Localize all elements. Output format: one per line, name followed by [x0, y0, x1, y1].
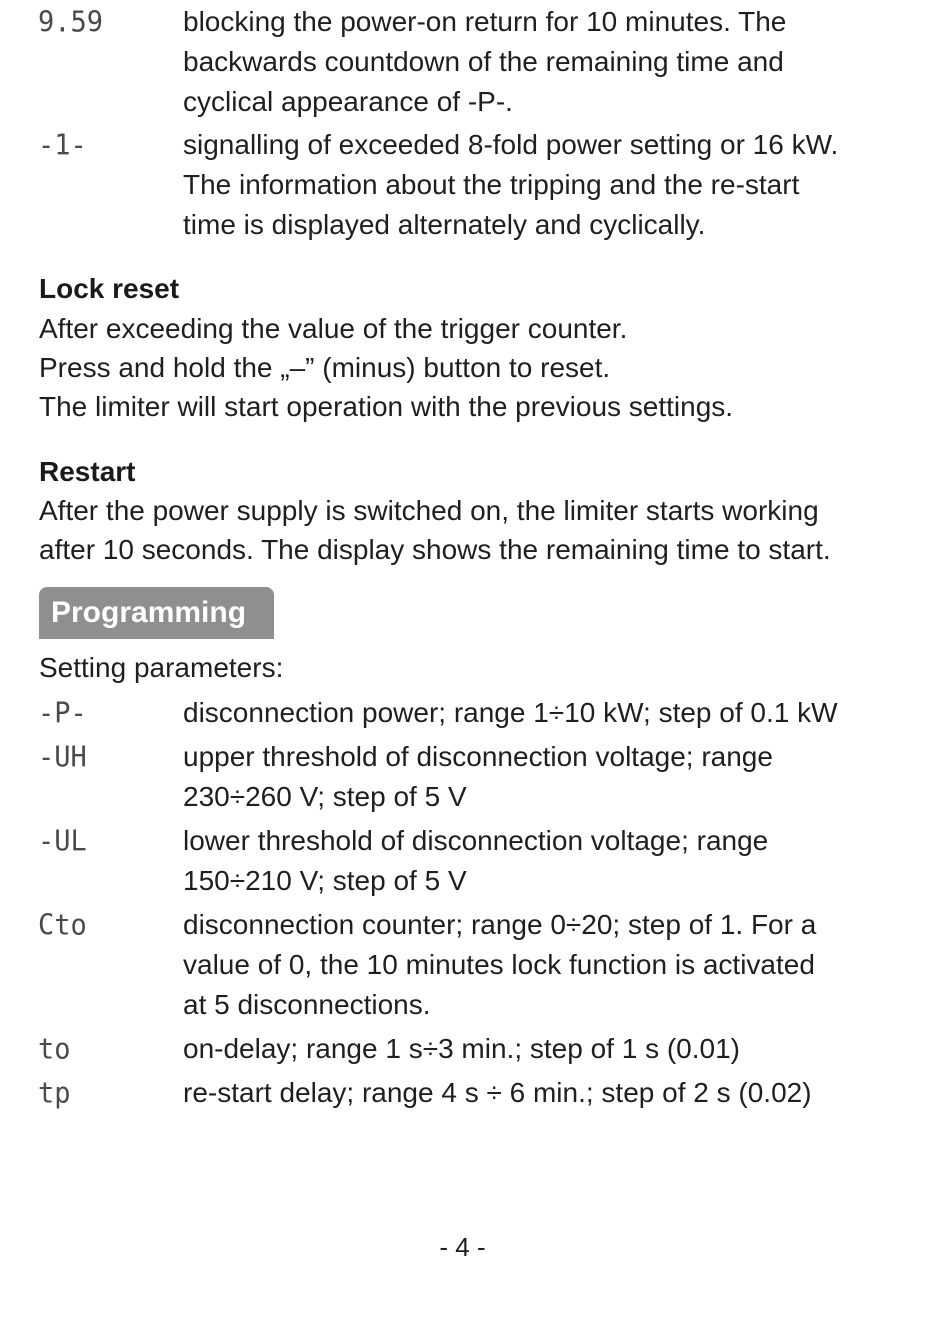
- paragraph-line: After the power supply is switched on, the limiter starts working: [39, 495, 819, 526]
- description-line: upper threshold of disconnection voltage; range: [183, 741, 773, 772]
- display-code: to: [38, 1033, 71, 1066]
- display-code-description: [183, 125, 923, 245]
- paragraph-line: after 10 seconds. The display shows the remaining time to start.: [39, 534, 831, 565]
- description-line: at 5 disconnections.: [183, 989, 431, 1020]
- display-code: -P-: [38, 697, 87, 730]
- description-line: re-start delay; range 4 s ÷ 6 min.; step of 2 s (0.02): [183, 1077, 812, 1108]
- lock-reset-heading: Lock reset: [39, 273, 180, 304]
- description-line: value of 0, the 10 minutes lock function is activated: [183, 949, 815, 980]
- display-code: Cto: [38, 909, 87, 942]
- display-code: -UL: [38, 825, 87, 858]
- description-line: lower threshold of disconnection voltage; range: [183, 825, 769, 856]
- param-description: [183, 1073, 923, 1113]
- description-line: cyclical appearance of -P-.: [183, 86, 513, 117]
- restart-text: [39, 491, 831, 569]
- param-description: [183, 693, 923, 733]
- description-line: backwards countdown of the remaining time and: [183, 46, 784, 77]
- description-line: 150÷210 V; step of 5 V: [183, 865, 467, 896]
- setting-parameters-intro: [39, 648, 283, 687]
- param-description: [183, 905, 923, 1025]
- display-code: -UH: [38, 741, 87, 774]
- description-line: disconnection power; range 1÷10 kW; step of 0.1 kW: [183, 697, 838, 728]
- display-code: 9.59: [38, 6, 104, 39]
- programming-section-badge: Programming: [39, 587, 274, 639]
- display-code: tp: [38, 1077, 71, 1110]
- param-description: [183, 1029, 923, 1069]
- description-line: The information about the tripping and the re-start: [183, 169, 800, 200]
- display-code-description: [183, 2, 923, 122]
- description-line: on-delay; range 1 s÷3 min.; step of 1 s (0.01): [183, 1033, 740, 1064]
- lock-reset-text: [39, 309, 733, 426]
- page-number: - 4 -: [439, 1232, 486, 1262]
- restart-heading: Restart: [39, 456, 136, 487]
- paragraph-line: Setting parameters:: [39, 652, 284, 683]
- description-line: disconnection counter; range 0÷20; step of 1. For a: [183, 909, 817, 940]
- description-line: time is displayed alternately and cyclically.: [183, 209, 706, 240]
- param-description: [183, 737, 923, 817]
- paragraph-line: Press and hold the „–” (minus) button to reset.: [39, 352, 611, 383]
- description-line: 230÷260 V; step of 5 V: [183, 781, 467, 812]
- description-line: signalling of exceeded 8-fold power setting or 16 kW.: [183, 129, 839, 160]
- paragraph-line: After exceeding the value of the trigger counter.: [39, 313, 628, 344]
- param-description: [183, 821, 923, 901]
- paragraph-line: The limiter will start operation with the previous settings.: [39, 391, 734, 422]
- description-line: blocking the power-on return for 10 minutes. The: [183, 6, 787, 37]
- display-code: -1-: [38, 129, 87, 162]
